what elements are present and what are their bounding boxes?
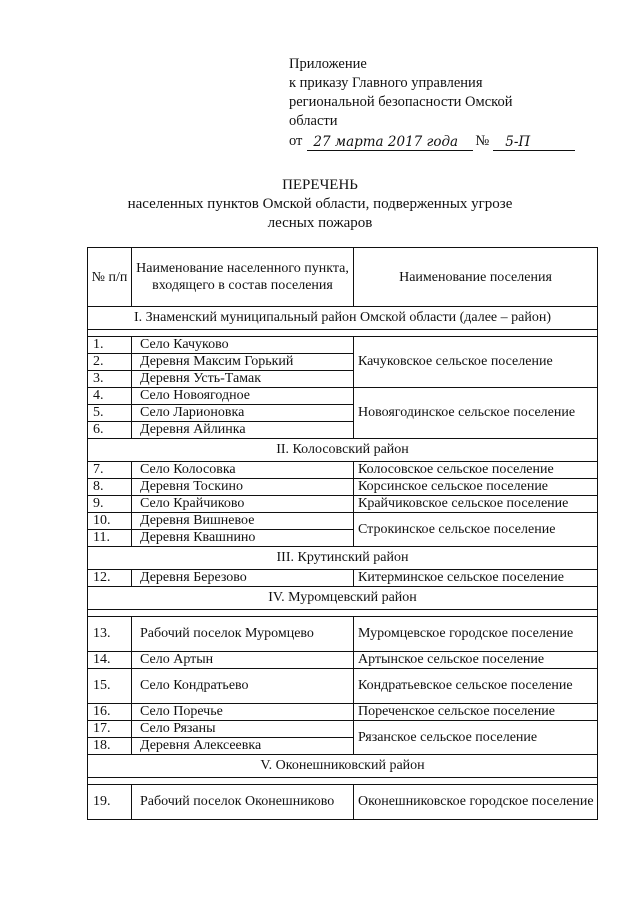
locality-name: Село Колосовка [132, 462, 354, 479]
row-number: 13. [88, 617, 132, 652]
appendix-line: к приказу Главного управления [289, 75, 483, 91]
row-number: 12. [88, 570, 132, 587]
row-number: 9. [88, 496, 132, 513]
locality-name: Деревня Алексеевка [132, 738, 354, 755]
locality-name: Деревня Максим Горький [132, 354, 354, 371]
date-prefix: от [289, 133, 303, 149]
region-row [88, 547, 598, 570]
table-row [88, 462, 598, 479]
appendix-line: региональной безопасности Омской [289, 94, 513, 110]
region-title: V. Оконешниковский район [88, 755, 598, 778]
settlement-name: Пореченское сельское поселение [354, 704, 598, 721]
row-number: 8. [88, 479, 132, 496]
region-title: II. Колосовский район [88, 439, 598, 462]
row-number: 16. [88, 704, 132, 721]
table-row [88, 721, 598, 738]
locality-name: Село Ларионовка [132, 405, 354, 422]
settlements-table [87, 247, 598, 820]
region-title: I. Знаменский муниципальный район Омской области (далее – район) [88, 307, 598, 330]
table-row [88, 479, 598, 496]
number-sign: № [475, 133, 490, 149]
locality-name: Село Крайчиково [132, 496, 354, 513]
region-title: III. Крутинский район [88, 547, 598, 570]
spacer-row [88, 778, 598, 785]
region-row [88, 755, 598, 778]
row-number: 14. [88, 652, 132, 669]
settlement-name: Кондратьевское сельское поселение [354, 669, 598, 704]
row-number: 4. [88, 388, 132, 405]
locality-name: Село Артын [132, 652, 354, 669]
row-number: 2. [88, 354, 132, 371]
locality-name: Деревня Айлинка [132, 422, 354, 439]
locality-name: Деревня Вишневое [132, 513, 354, 530]
locality-name: Деревня Тоскино [132, 479, 354, 496]
appendix-line: Приложение [289, 56, 367, 72]
settlement-name: Качуковское сельское поселение [354, 337, 598, 388]
header-number: № п/п [88, 248, 132, 307]
row-number: 10. [88, 513, 132, 530]
row-number: 17. [88, 721, 132, 738]
table-row [88, 704, 598, 721]
document-title: ПЕРЕЧЕНЬ [282, 177, 358, 193]
locality-name: Рабочий поселок Муромцево [132, 617, 354, 652]
document-subtitle-line: лесных пожаров [267, 215, 373, 231]
settlement-name: Строкинское сельское поселение [354, 513, 598, 547]
document-subtitle-line: населенных пунктов Омской области, подверженных угрозе [127, 196, 513, 212]
locality-name: Село Качуково [132, 337, 354, 354]
row-number: 15. [88, 669, 132, 704]
region-row [88, 587, 598, 610]
settlement-name: Крайчиковское сельское поселение [354, 496, 598, 513]
table-row [88, 785, 598, 820]
table-row [88, 496, 598, 513]
settlement-name: Оконешниковское городское поселение [354, 785, 598, 820]
settlement-name: Новоягодинское сельское поселение [354, 388, 598, 439]
locality-name: Деревня Квашнино [132, 530, 354, 547]
settlement-name: Колосовское сельское поселение [354, 462, 598, 479]
region-row [88, 307, 598, 330]
table-row [88, 337, 598, 354]
locality-name: Село Кондратьево [132, 669, 354, 704]
appendix-line: области [289, 113, 338, 129]
locality-name: Рабочий поселок Оконешниково [132, 785, 354, 820]
spacer-row [88, 610, 598, 617]
locality-name: Деревня Усть-Тамак [132, 371, 354, 388]
table-row [88, 513, 598, 530]
row-number: 11. [88, 530, 132, 547]
row-number: 5. [88, 405, 132, 422]
row-number: 18. [88, 738, 132, 755]
settlement-name: Рязанское сельское поселение [354, 721, 598, 755]
row-number: 19. [88, 785, 132, 820]
table-row [88, 669, 598, 704]
table-row [88, 388, 598, 405]
table-row [88, 570, 598, 587]
settlement-name: Муромцевское городское поселение [354, 617, 598, 652]
locality-name: Село Рязаны [132, 721, 354, 738]
settlement-name: Корсинское сельское поселение [354, 479, 598, 496]
appendix-block [289, 55, 575, 151]
header-locality: Наименование населенного пункта, входящего в состав поселения [132, 248, 354, 307]
handwritten-number: 5-П [493, 134, 575, 151]
row-number: 7. [88, 462, 132, 479]
appendix-date-line [289, 132, 575, 151]
table-row [88, 652, 598, 669]
locality-name: Деревня Березово [132, 570, 354, 587]
table-row [88, 617, 598, 652]
settlement-name: Китерминское сельское поселение [354, 570, 598, 587]
row-number: 1. [88, 337, 132, 354]
table-header-row [88, 248, 598, 307]
locality-name: Село Поречье [132, 704, 354, 721]
region-row [88, 439, 598, 462]
region-title: IV. Муромцевский район [88, 587, 598, 610]
locality-name: Село Новоягодное [132, 388, 354, 405]
row-number: 6. [88, 422, 132, 439]
settlement-name: Артынское сельское поселение [354, 652, 598, 669]
handwritten-date: 27 марта 2017 года [307, 134, 473, 151]
row-number: 3. [88, 371, 132, 388]
spacer-row [88, 330, 598, 337]
header-settlement: Наименование поселения [354, 248, 598, 307]
